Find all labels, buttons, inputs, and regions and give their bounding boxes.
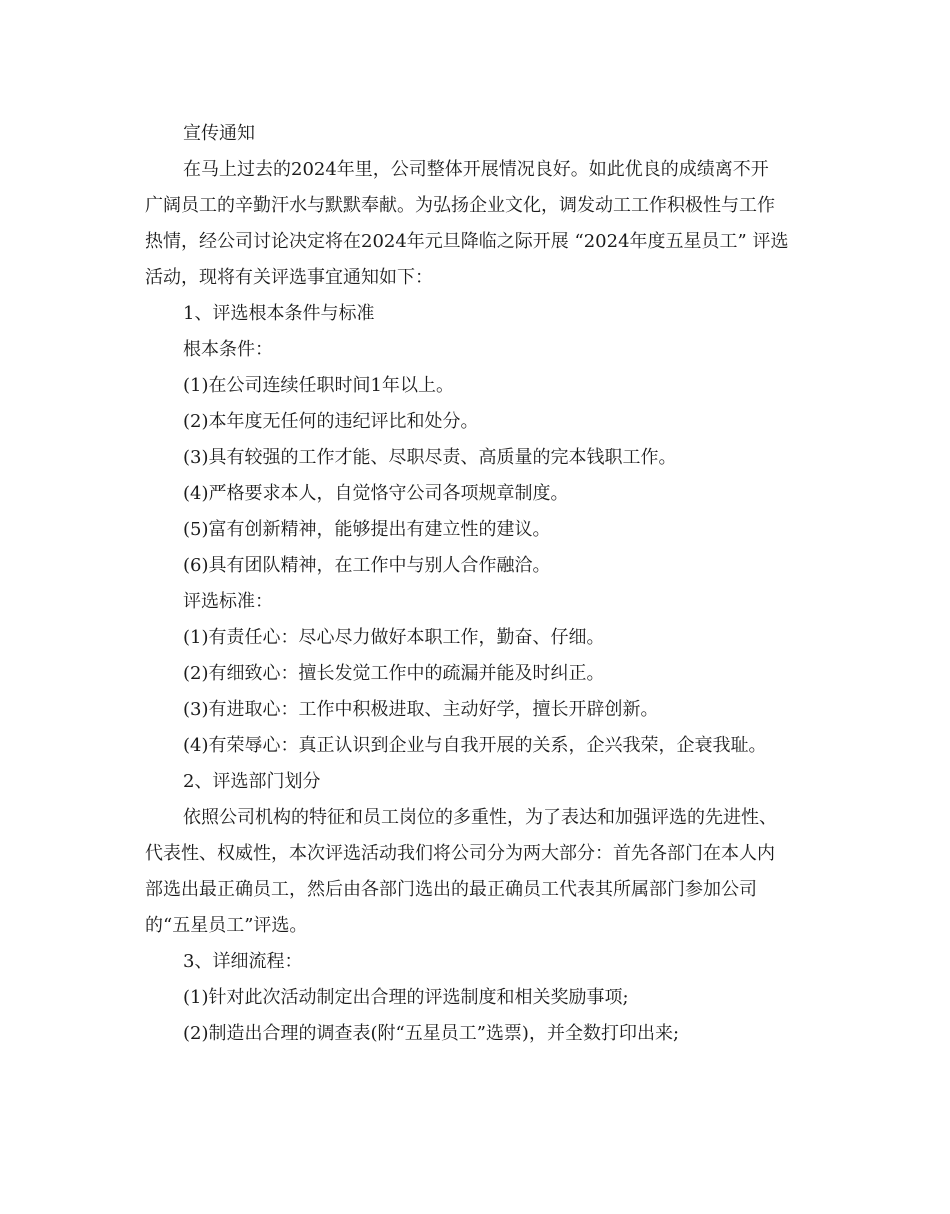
paragraph-line: 热情，经公司讨论决定将在2024年元旦降临之际开展 “2024年度五星员工” 评选 <box>145 231 789 252</box>
section-heading: 3、详细流程： <box>183 951 303 972</box>
paragraph-line: 广阔员工的辛勤汗水与默默奉献。为弘扬企业文化，调发动工工作积极性与工作 <box>145 195 775 216</box>
list-item: (2)本年度无任何的违纪评比和处分。 <box>183 411 479 432</box>
list-item: (1)针对此次活动制定出合理的评选制度和相关奖励事项; <box>183 987 629 1008</box>
paragraph-line: 的“五星员工”评选。 <box>145 915 308 936</box>
subsection-heading: 根本条件： <box>183 339 273 360</box>
list-item: (1)在公司连续任职时间1年以上。 <box>183 375 454 396</box>
paragraph-line: 在马上过去的2024年里，公司整体开展情况良好。如此优良的成绩离不开 <box>183 159 769 180</box>
notice-title: 宣传通知 <box>183 123 255 144</box>
section-heading: 1、评选根本条件与标准 <box>183 303 375 324</box>
list-item: (3)具有较强的工作才能、尽职尽责、高质量的完本钱职工作。 <box>183 447 677 468</box>
list-item: (6)具有团队精神，在工作中与别人合作融洽。 <box>183 555 551 576</box>
list-item: (1)有责任心：尽心尽力做好本职工作，勤奋、仔细。 <box>183 627 605 648</box>
list-item: (5)富有创新精神，能够提出有建立性的建议。 <box>183 519 551 540</box>
paragraph-line: 活动，现将有关评选事宜通知如下： <box>145 267 433 288</box>
section-heading: 2、评选部门划分 <box>183 771 321 792</box>
list-item: (4)有荣辱心：真正认识到企业与自我开展的关系，企兴我荣，企衰我耻。 <box>183 735 767 756</box>
list-item: (2)制造出合理的调查表(附“五星员工”选票)，并全数打印出来; <box>183 1023 680 1044</box>
paragraph-line: 依照公司机构的特征和员工岗位的多重性，为了表达和加强评选的先进性、 <box>183 807 777 828</box>
paragraph-line: 部选出最正确员工，然后由各部门选出的最正确员工代表其所属部门参加公司 <box>145 879 757 900</box>
paragraph-line: 代表性、权威性，本次评选活动我们将公司分为两大部分：首先各部门在本人内 <box>145 843 775 864</box>
document-body <box>145 116 805 1052</box>
list-item: (2)有细致心：擅长发觉工作中的疏漏并能及时纠正。 <box>183 663 605 684</box>
subsection-heading: 评选标准： <box>183 591 273 612</box>
list-item: (4)严格要求本人，自觉恪守公司各项规章制度。 <box>183 483 569 504</box>
list-item: (3)有进取心：工作中积极进取、主动好学，擅长开辟创新。 <box>183 699 659 720</box>
